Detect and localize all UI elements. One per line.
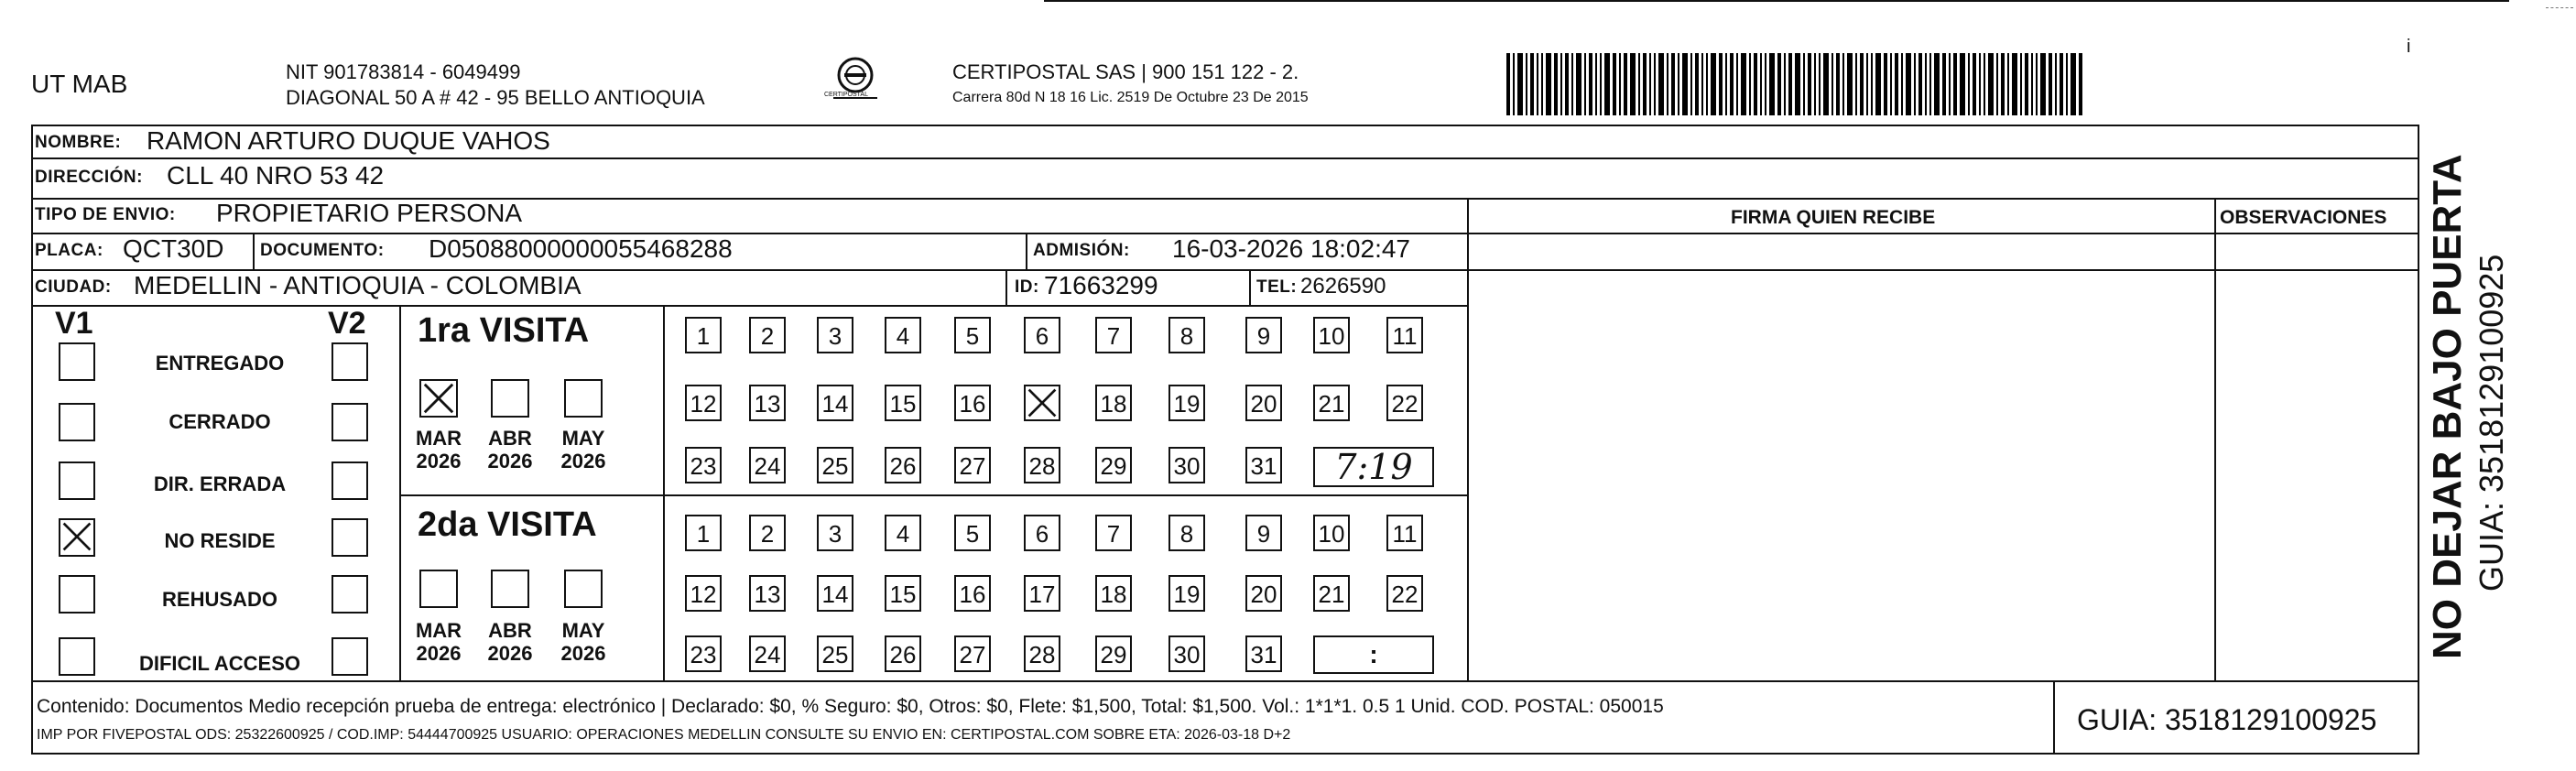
month-checkbox[interactable] — [564, 570, 603, 608]
status-v2-checkbox[interactable] — [332, 342, 368, 381]
day-box[interactable]: 16 — [954, 385, 991, 421]
direccion-label: DIRECCIÓN: — [35, 168, 143, 187]
day-box[interactable] — [1024, 385, 1060, 421]
sender-nit: NIT 901783814 - 6049499 — [286, 60, 521, 83]
day-box[interactable]: 12 — [685, 575, 722, 612]
day-box[interactable]: 13 — [749, 385, 786, 421]
status-v1-checkbox[interactable] — [59, 403, 95, 441]
day-box[interactable]: 11 — [1386, 515, 1423, 551]
admision-value: 16-03-2026 18:02:47 — [1172, 234, 1410, 263]
day-box[interactable]: 30 — [1168, 447, 1205, 483]
month-label: MAR — [415, 619, 462, 642]
day-box[interactable]: 31 — [1245, 635, 1282, 672]
tipo-envio-label: TIPO DE ENVIO: — [35, 205, 176, 224]
month-year: 2026 — [416, 450, 462, 472]
sender-address: DIAGONAL 50 A # 42 - 95 BELLO ANTIOQUIA — [286, 86, 705, 109]
day-box[interactable]: 26 — [885, 447, 921, 483]
status-v1-checkbox[interactable] — [59, 342, 95, 381]
day-box[interactable]: 22 — [1386, 385, 1423, 421]
day-box[interactable]: 10 — [1313, 515, 1350, 551]
nombre-label: NOMBRE: — [35, 133, 122, 152]
month-checkbox[interactable] — [491, 379, 529, 418]
tipo-envio-value: PROPIETARIO PERSONA — [216, 199, 522, 227]
day-box[interactable]: 3 — [817, 317, 853, 353]
day-box[interactable]: 7 — [1095, 515, 1132, 551]
day-box[interactable]: 11 — [1386, 317, 1423, 353]
id-label: ID: — [1015, 277, 1039, 297]
company-license: Carrera 80d N 18 16 Lic. 2519 De Octubre 23 De 2015 — [952, 90, 1309, 105]
status-v1-checkbox[interactable] — [59, 637, 95, 676]
status-v1-checkbox[interactable] — [59, 575, 95, 614]
month-label: ABR — [488, 427, 532, 450]
day-box[interactable]: 19 — [1168, 385, 1205, 421]
corner-dash — [2546, 7, 2573, 8]
day-box[interactable]: 31 — [1245, 447, 1282, 483]
day-box[interactable]: 15 — [885, 575, 921, 612]
day-box[interactable]: 25 — [817, 635, 853, 672]
status-v1-checkbox[interactable] — [59, 462, 95, 500]
day-box[interactable]: 26 — [885, 635, 921, 672]
month-year: 2026 — [560, 450, 606, 472]
day-box[interactable]: 14 — [817, 385, 853, 421]
status-label: CERRADO — [168, 410, 271, 433]
day-box[interactable]: 7 — [1095, 317, 1132, 353]
day-box[interactable]: 22 — [1386, 575, 1423, 612]
day-box[interactable]: 2 — [749, 317, 786, 353]
company-name: CERTIPOSTAL SAS | 900 151 122 - 2. — [952, 60, 1299, 83]
month-checkbox[interactable] — [564, 379, 603, 418]
month-label: MAY — [561, 427, 605, 450]
day-box[interactable]: 5 — [954, 317, 991, 353]
day-box[interactable]: 23 — [685, 635, 722, 672]
ciudad-value: MEDELLIN - ANTIOQUIA - COLOMBIA — [134, 271, 582, 299]
time-value: : — [1369, 640, 1378, 668]
day-box[interactable]: 18 — [1095, 385, 1132, 421]
documento-value: D05088000000055468288 — [429, 234, 733, 263]
day-box[interactable]: 20 — [1245, 385, 1282, 421]
day-box[interactable]: 23 — [685, 447, 722, 483]
status-v2-checkbox[interactable] — [332, 403, 368, 441]
admision-label: ADMISIÓN: — [1033, 241, 1130, 260]
day-box[interactable]: 18 — [1095, 575, 1132, 612]
day-box[interactable]: 4 — [885, 317, 921, 353]
time-field[interactable] — [1313, 635, 1434, 674]
status-label: NO RESIDE — [164, 529, 276, 552]
month-checkbox[interactable] — [419, 570, 458, 608]
day-box[interactable]: 4 — [885, 515, 921, 551]
day-box[interactable]: 6 — [1024, 515, 1060, 551]
day-box[interactable]: 14 — [817, 575, 853, 612]
day-box[interactable]: 12 — [685, 385, 722, 421]
status-v2-checkbox[interactable] — [332, 462, 368, 500]
status-v2-checkbox[interactable] — [332, 518, 368, 557]
footer-contenido: Contenido: Documentos Medio recepción prueba de entrega: electrónico | Declarado: $0, % Seguro: $0, Otros: $0, Flete: $1,500, Total: $1,500. Vol.: 1*1*1. 0.5 1 Unid. COD. POSTAL: 050015 — [37, 696, 1664, 717]
month-label: MAY — [561, 619, 605, 642]
day-box[interactable]: 24 — [749, 447, 786, 483]
day-box[interactable]: 16 — [954, 575, 991, 612]
day-box[interactable]: 5 — [954, 515, 991, 551]
day-box[interactable]: 21 — [1313, 385, 1350, 421]
side-guia: GUIA: 3518129100925 — [2473, 254, 2510, 592]
v1-header: V1 — [55, 306, 93, 341]
month-year: 2026 — [560, 642, 606, 665]
day-box[interactable]: 10 — [1313, 317, 1350, 353]
time-value: 7:19 — [1334, 447, 1413, 487]
day-box[interactable]: 9 — [1245, 317, 1282, 353]
time-field[interactable] — [1313, 447, 1434, 487]
footer-imp: IMP POR FIVEPOSTAL ODS: 25322600925 / COD.IMP: 54444700925 USUARIO: OPERACIONES MEDELLIN CONSULTE SU ENVIO EN: CERTIPOSTAL.COM SOBRE ETA: 2026-03-18 D+2 — [37, 727, 1291, 743]
side-warning: NO DEJAR BAJO PUERTA — [2425, 154, 2470, 659]
id-value: 71663299 — [1044, 271, 1158, 299]
month-year: 2026 — [487, 642, 533, 665]
status-v1-checkbox[interactable] — [59, 518, 95, 557]
day-box[interactable]: 15 — [885, 385, 921, 421]
firma-header: FIRMA QUIEN RECIBE — [1731, 207, 1936, 228]
logo-caption: CERTIPOSTAL — [824, 92, 868, 98]
documento-label: DOCUMENTO: — [260, 241, 385, 260]
day-box[interactable]: 2 — [749, 515, 786, 551]
status-v2-checkbox[interactable] — [332, 637, 368, 676]
footer-guia: GUIA: 3518129100925 — [2077, 703, 2377, 736]
day-box[interactable]: 13 — [749, 575, 786, 612]
day-box[interactable]: 3 — [817, 515, 853, 551]
day-box[interactable]: 8 — [1168, 515, 1205, 551]
observaciones-header: OBSERVACIONES — [2220, 207, 2387, 228]
month-year: 2026 — [487, 450, 533, 472]
day-box[interactable]: 19 — [1168, 575, 1205, 612]
placa-value: QCT30D — [123, 234, 224, 263]
nombre-value: RAMON ARTURO DUQUE VAHOS — [147, 126, 550, 155]
month-label: MAR — [415, 427, 462, 450]
corner-mark: i — [2407, 37, 2411, 57]
status-label: DIFICIL ACCESO — [138, 652, 300, 675]
tel-label: TEL: — [1256, 277, 1298, 297]
day-box[interactable]: 21 — [1313, 575, 1350, 612]
day-box[interactable]: 30 — [1168, 635, 1205, 672]
visit1-title: 1ra VISITA — [418, 311, 590, 350]
day-box[interactable]: 24 — [749, 635, 786, 672]
direccion-value: CLL 40 NRO 53 42 — [167, 161, 385, 190]
placa-label: PLACA: — [35, 241, 103, 260]
tel-value: 2626590 — [1300, 274, 1386, 299]
day-box[interactable]: 9 — [1245, 515, 1282, 551]
sender-name: UT MAB — [31, 70, 128, 98]
day-box[interactable]: 29 — [1095, 447, 1132, 483]
visit2-title: 2da VISITA — [418, 505, 597, 544]
day-box[interactable]: 25 — [817, 447, 853, 483]
month-checkbox[interactable] — [419, 379, 458, 418]
day-box[interactable]: 8 — [1168, 317, 1205, 353]
day-box[interactable]: 28 — [1024, 447, 1060, 483]
status-label: DIR. ERRADA — [153, 472, 287, 495]
day-box[interactable]: 1 — [685, 515, 722, 551]
day-box[interactable]: 6 — [1024, 317, 1060, 353]
day-box[interactable]: 27 — [954, 635, 991, 672]
certipostal-logo-icon — [824, 55, 883, 106]
status-label: ENTREGADO — [155, 352, 285, 375]
day-box[interactable]: 27 — [954, 447, 991, 483]
v2-header: V2 — [328, 306, 366, 341]
barcode-icon — [1506, 53, 2239, 115]
day-box[interactable]: 1 — [685, 317, 722, 353]
day-box[interactable]: 29 — [1095, 635, 1132, 672]
status-label: REHUSADO — [162, 588, 277, 611]
day-box[interactable]: 28 — [1024, 635, 1060, 672]
month-checkbox[interactable] — [491, 570, 529, 608]
ciudad-label: CIUDAD: — [35, 277, 112, 297]
day-box[interactable]: 17 — [1024, 575, 1060, 612]
status-v2-checkbox[interactable] — [332, 575, 368, 614]
month-year: 2026 — [416, 642, 462, 665]
day-box[interactable]: 20 — [1245, 575, 1282, 612]
month-label: ABR — [488, 619, 532, 642]
